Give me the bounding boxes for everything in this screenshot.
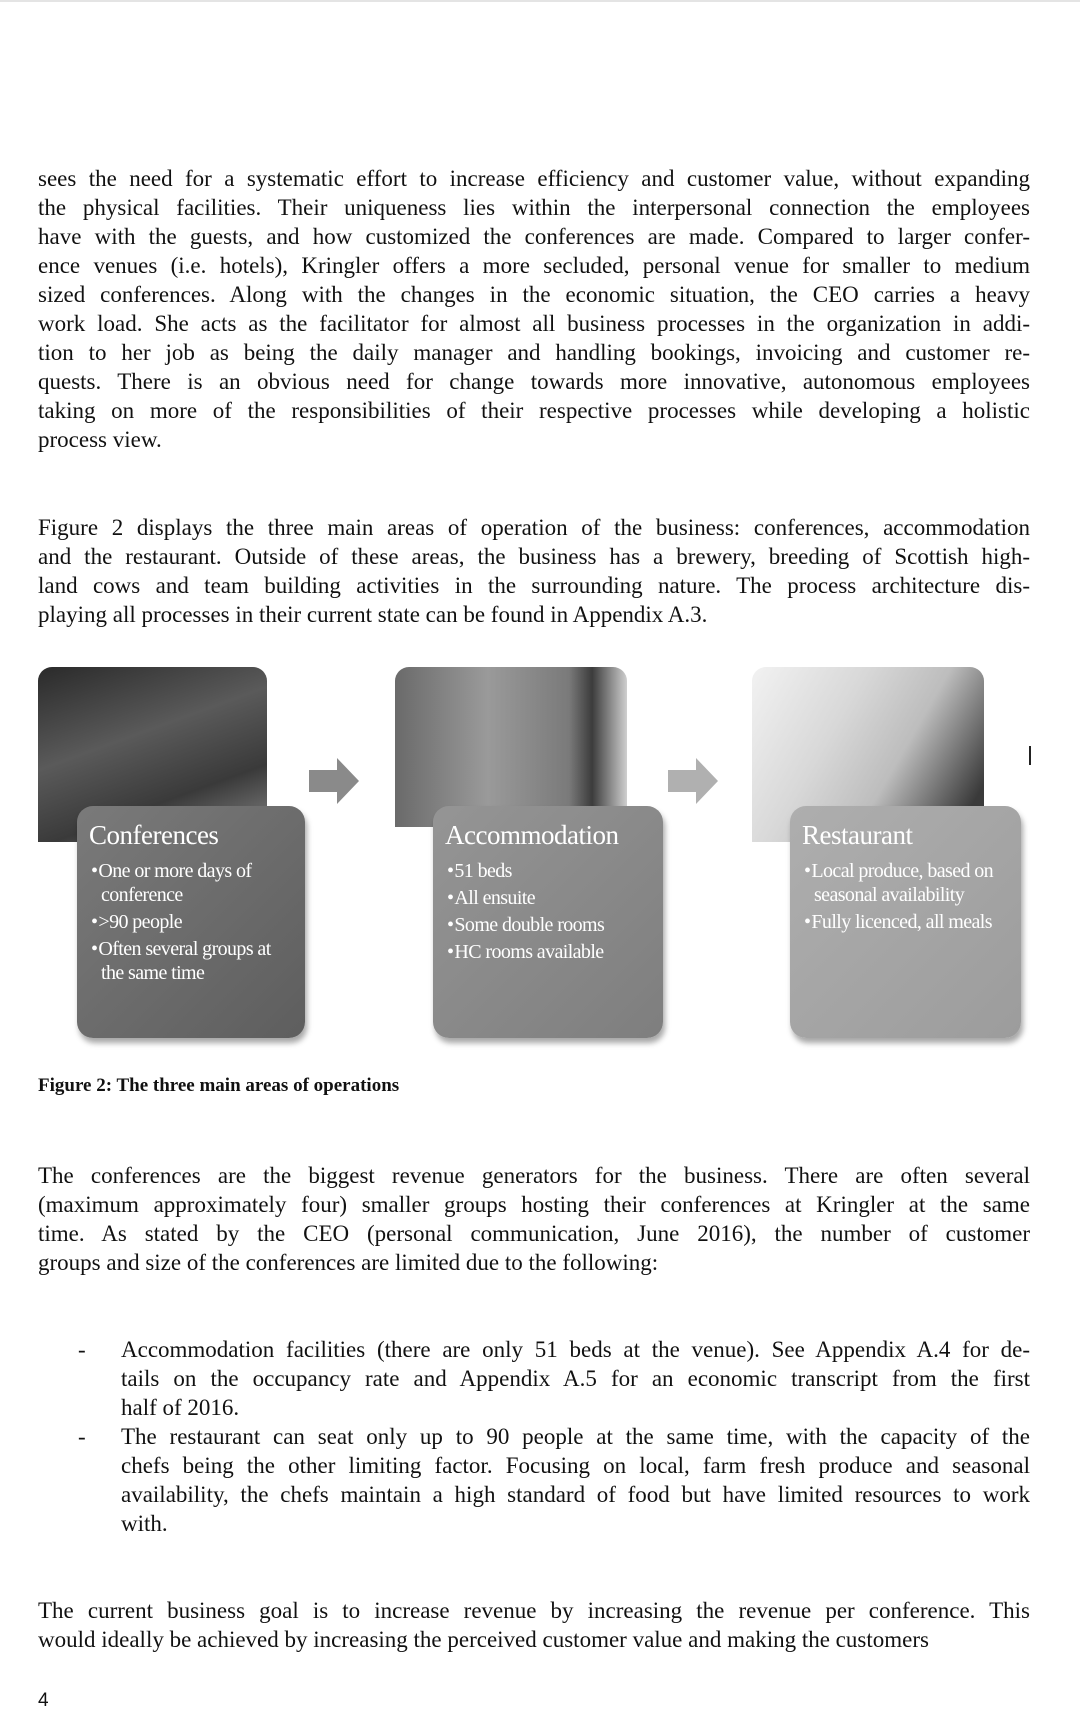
text-line: playing all processes in their current state can be found in Appendix A.3. [38, 602, 708, 627]
text-line: taking on more of the responsibilities of their respective processes while developing a holistic [38, 398, 1030, 423]
text-line: time. As stated by the CEO (personal communication, June 2016), the number of customer [38, 1221, 1030, 1246]
bullet-marker: - [78, 1424, 86, 1449]
arrow-right-icon [309, 758, 359, 804]
text-line: groups and size of the conferences are limited due to the following: [38, 1250, 659, 1275]
text-line: chefs being the other limiting factor. Focusing on local, farm fresh produce and seasonal [121, 1453, 1030, 1478]
panel-title: Accommodation [445, 820, 619, 850]
top-divider [0, 0, 1080, 2]
text-line: ence venues (i.e. hotels), Kringler offers a more secluded, personal venue for smaller to medium [38, 253, 1030, 278]
text-line: sized conferences. Along with the changes in the economic situation, the CEO carries a heavy [38, 282, 1030, 307]
arrow-right-icon [668, 758, 718, 804]
text-line: half of 2016. [121, 1395, 240, 1420]
text-line: have with the guests, and how customized the conferences are made. Compared to larger confer- [38, 224, 1030, 249]
paragraph-1 [38, 164, 1030, 454]
panel-item: • One or more days of conference [89, 859, 295, 907]
text-line: The conferences are the biggest revenue generators for the business. There are often several [38, 1163, 1030, 1188]
text-line: process view. [38, 427, 162, 452]
panel-items [89, 859, 295, 985]
panel-item: • Fully licenced, all meals [802, 910, 1011, 934]
text-line: availability, the chefs maintain a high standard of food but have limited resources to work [121, 1482, 1030, 1507]
text-cursor [1029, 746, 1031, 765]
text-line: with. [121, 1511, 168, 1536]
text-line: The current business goal is to increase revenue by increasing the revenue per conference. This [38, 1598, 1030, 1623]
panel-title: Conferences [89, 820, 219, 850]
text-line: (maximum approximately four) smaller groups hosting their conferences at Kringler at the same [38, 1192, 1030, 1217]
paragraph-4 [38, 1596, 1030, 1654]
text-line: the physical facilities. Their uniqueness lies within the interpersonal connection the employees [38, 195, 1030, 220]
panel-item: • 51 beds [445, 859, 653, 883]
text-line: work load. She acts as the facilitator for almost all business processes in the organization in addi- [38, 311, 1030, 336]
paragraph-3 [38, 1161, 1030, 1277]
panel-items [802, 859, 1011, 934]
bedroom-photo [395, 667, 627, 827]
panel-item: • Some double rooms [445, 913, 653, 937]
panel-title: Restaurant [802, 820, 913, 850]
text-line: would ideally be achieved by increasing the perceived customer value and making the customers [38, 1627, 929, 1652]
panel-item: • All ensuite [445, 886, 653, 910]
panel-item: • >90 people [89, 910, 295, 934]
paragraph-2 [38, 513, 1030, 629]
panel-restaurant [790, 806, 1021, 1038]
text-line: Accommodation facilities (there are only 51 beds at the venue). See Appendix A.4 for de- [121, 1337, 1030, 1362]
figure-caption: Figure 2: The three main areas of operations [38, 1075, 400, 1096]
panel-accommodation [433, 806, 663, 1038]
bullet-item [38, 1335, 1030, 1422]
panel-item: • HC rooms available [445, 940, 653, 964]
text-line: tion to her job as being the daily manager and handling bookings, invoicing and customer re- [38, 340, 1030, 365]
text-line: quests. There is an obvious need for change towards more innovative, autonomous employees [38, 369, 1030, 394]
text-line: Figure 2 displays the three main areas of operation of the business: conferences, accommodation [38, 515, 1030, 540]
text-line: and the restaurant. Outside of these areas, the business has a brewery, breeding of Scottish high- [38, 544, 1030, 569]
panel-conferences [77, 806, 305, 1038]
panel-item: • Often several groups at the same time [89, 937, 295, 985]
text-line: The restaurant can seat only up to 90 people at the same time, with the capacity of the [121, 1424, 1030, 1449]
bullet-item [38, 1422, 1030, 1538]
bullet-list [38, 1335, 1030, 1538]
page-number: 4 [38, 1690, 49, 1711]
text-line: sees the need for a systematic effort to increase efficiency and customer value, without expanding [38, 166, 1030, 191]
text-line: land cows and team building activities in the surrounding nature. The process architecture dis- [38, 573, 1030, 598]
bullet-marker: - [78, 1337, 86, 1362]
panel-items [445, 859, 653, 964]
panel-item: • Local produce, based on seasonal availability [802, 859, 1011, 907]
text-line: tails on the occupancy rate and Appendix A.5 for an economic transcript from the first [121, 1366, 1030, 1391]
